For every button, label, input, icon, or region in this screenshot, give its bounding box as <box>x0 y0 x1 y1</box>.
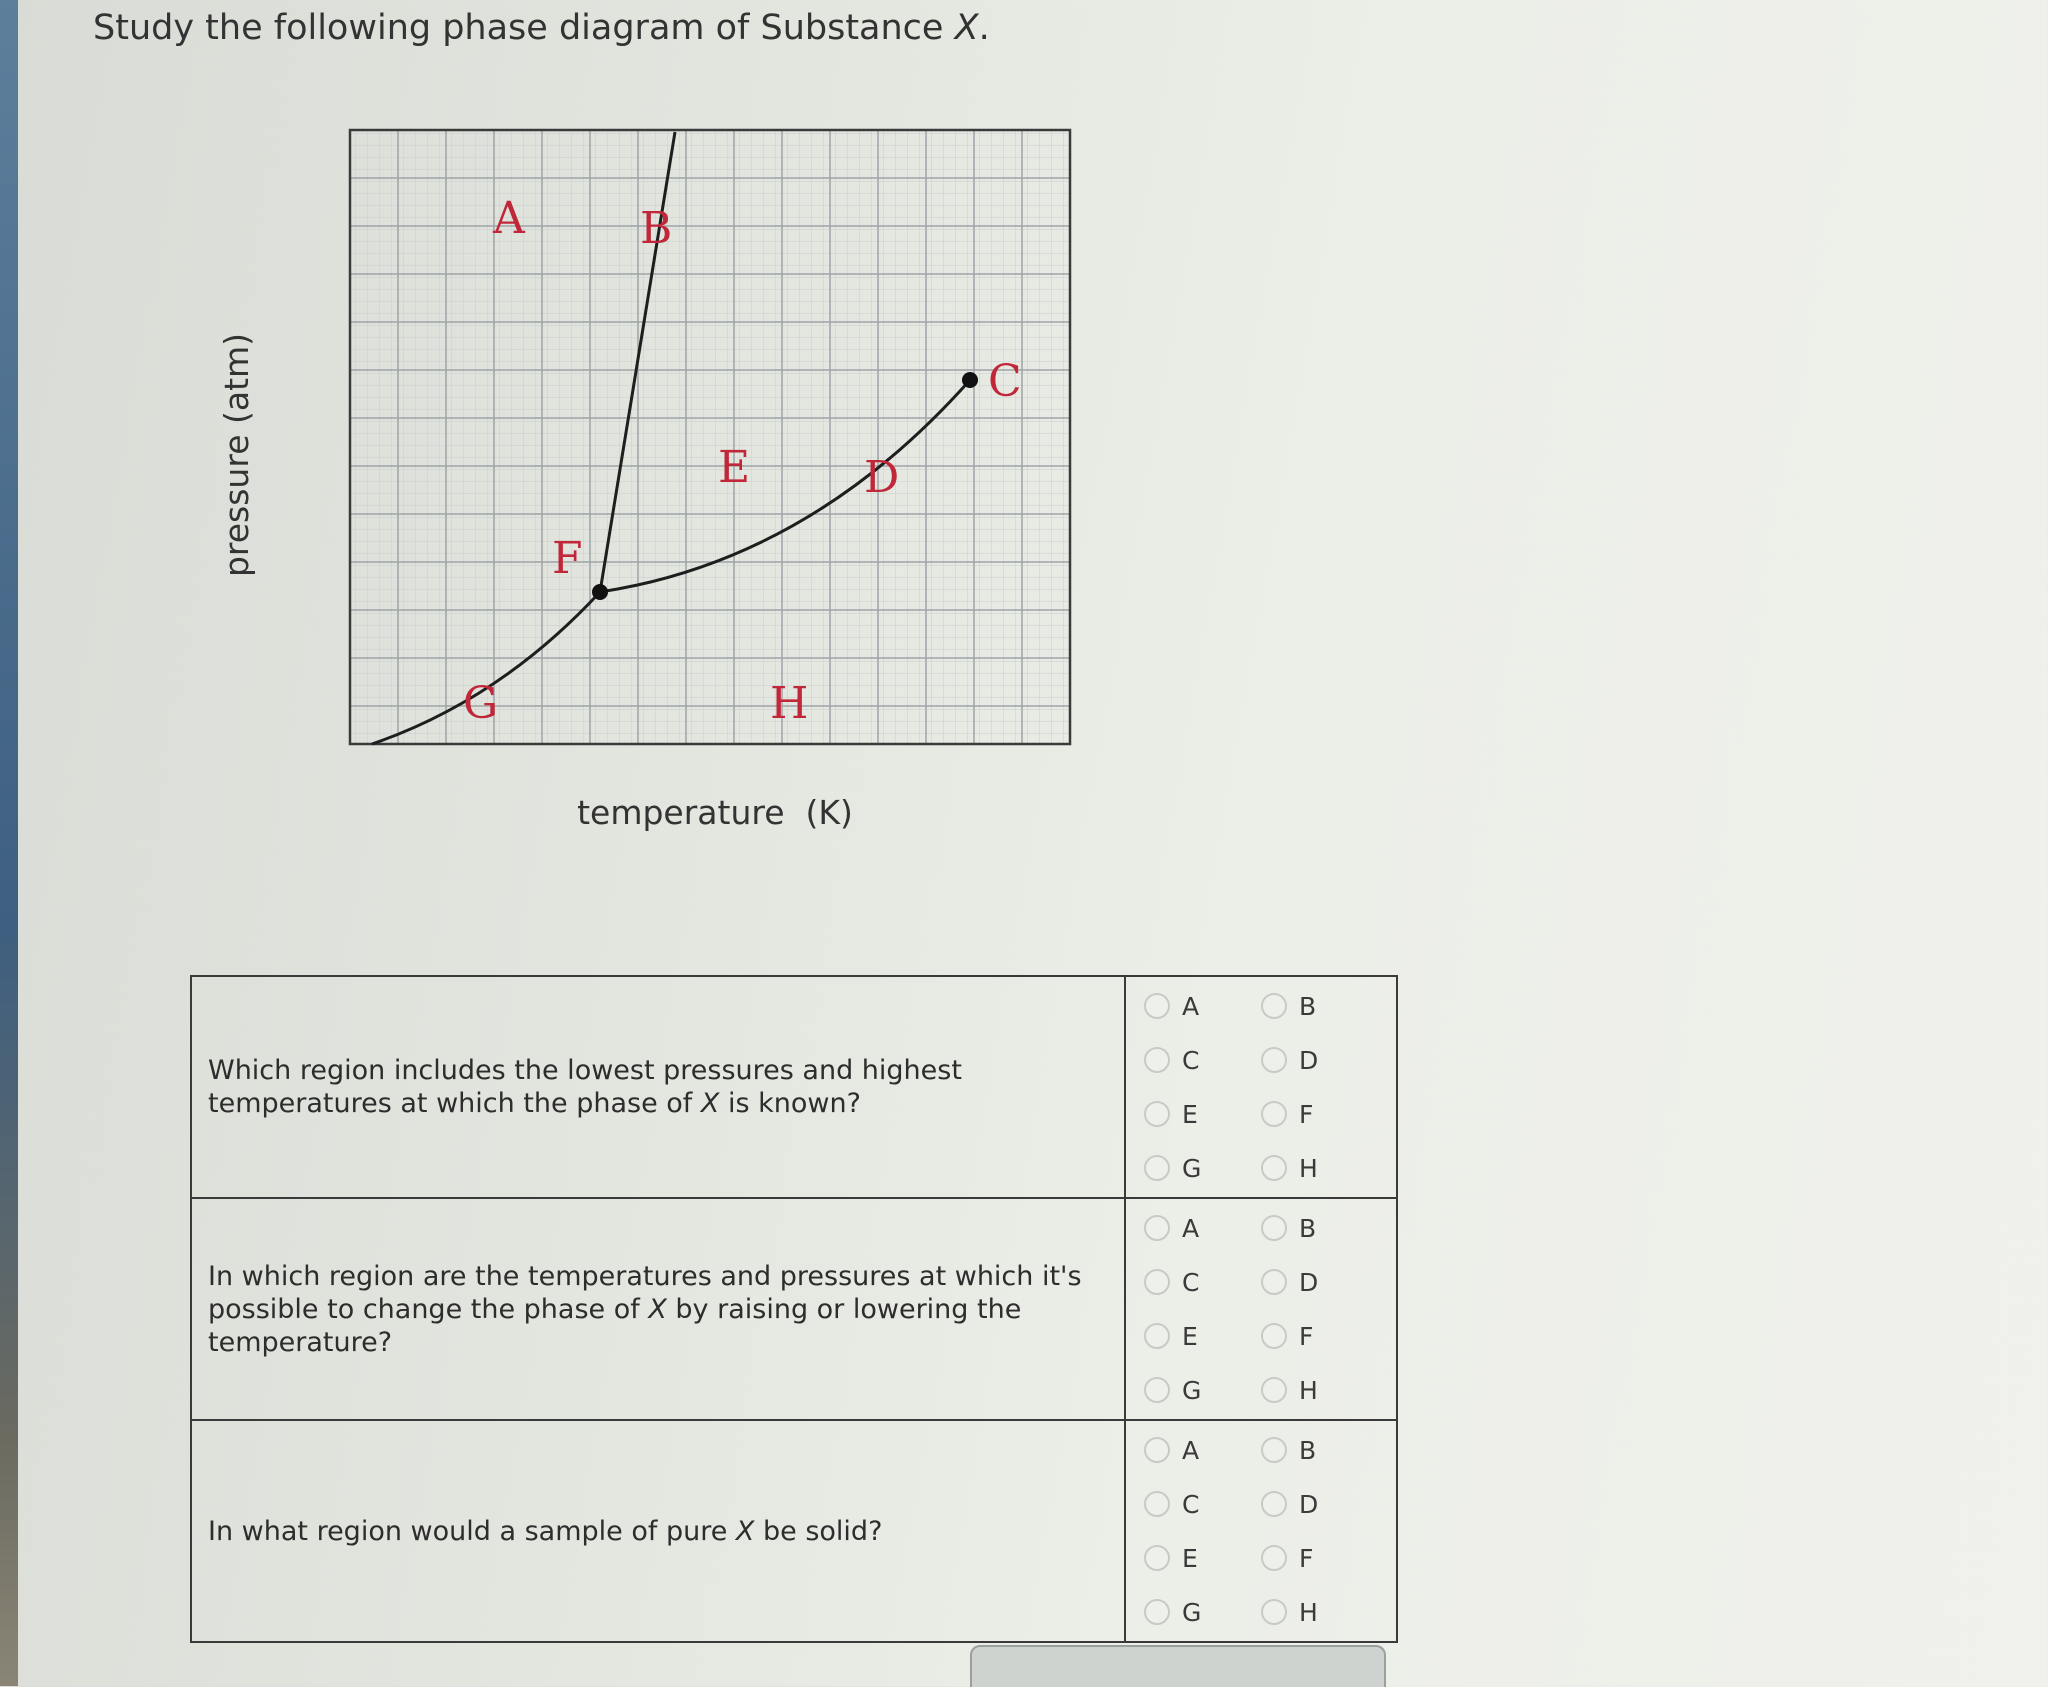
question-text-part: In which region are the temperatures and pressures at which it's possible to change the phase of <box>208 1260 1082 1325</box>
background-edge <box>0 0 18 1686</box>
radio-button[interactable] <box>1261 1437 1287 1463</box>
radio-option-d[interactable] <box>1261 1477 1378 1531</box>
radio-option-h[interactable] <box>1261 1585 1378 1639</box>
critical-point <box>962 372 978 388</box>
radio-option-d[interactable] <box>1261 1255 1378 1309</box>
radio-label: F <box>1299 1321 1314 1351</box>
radio-option-c[interactable] <box>1144 1255 1261 1309</box>
question-variable: X <box>700 1088 720 1119</box>
radio-button[interactable] <box>1261 1155 1287 1181</box>
question-text-part: Which region includes the lowest pressures and highest temperatures at which the phase of <box>208 1055 962 1119</box>
radio-label: E <box>1182 1543 1198 1573</box>
radio-label: E <box>1182 1099 1198 1129</box>
question-variable: X <box>735 1515 755 1547</box>
region-label-a: A <box>493 193 525 244</box>
answer-options <box>1125 1420 1397 1642</box>
radio-button[interactable] <box>1144 1155 1170 1181</box>
radio-option-a[interactable] <box>1144 1201 1261 1255</box>
radio-label: A <box>1182 1435 1200 1465</box>
answer-options <box>1125 976 1397 1198</box>
region-label-h: H <box>770 678 809 729</box>
radio-option-b[interactable] <box>1261 1201 1378 1255</box>
radio-group <box>1126 977 1396 1197</box>
radio-option-h[interactable] <box>1261 1363 1378 1417</box>
region-label-c: C <box>988 356 1022 407</box>
radio-label: A <box>1182 991 1200 1021</box>
radio-label: A <box>1182 1213 1200 1243</box>
region-label-f: F <box>552 533 583 584</box>
radio-group <box>1126 1199 1396 1419</box>
radio-label: D <box>1299 1489 1319 1519</box>
radio-option-f[interactable] <box>1261 1309 1378 1363</box>
radio-label: H <box>1299 1153 1318 1183</box>
region-label-d: D <box>864 452 900 503</box>
radio-label: D <box>1299 1267 1319 1297</box>
region-label-g: G <box>463 678 499 729</box>
radio-option-b[interactable] <box>1261 979 1378 1033</box>
radio-option-d[interactable] <box>1261 1033 1378 1087</box>
y-axis-label: pressure (atm) <box>217 332 256 578</box>
radio-button[interactable] <box>1144 1269 1170 1295</box>
radio-option-e[interactable] <box>1144 1087 1261 1141</box>
phase-diagram <box>200 110 1100 850</box>
radio-label: G <box>1182 1375 1202 1405</box>
question-text-part: In what region would a sample of pure <box>208 1515 736 1547</box>
radio-option-h[interactable] <box>1261 1141 1378 1195</box>
radio-label: B <box>1299 1435 1317 1465</box>
radio-option-b[interactable] <box>1261 1423 1378 1477</box>
question-text-part: be solid? <box>754 1515 883 1547</box>
x-axis-label: temperature (K) <box>577 793 853 832</box>
question-text <box>191 976 1125 1198</box>
triple-point <box>592 584 608 600</box>
question-text-part: by raising or lowering the temperature? <box>208 1293 1022 1358</box>
radio-option-g[interactable] <box>1144 1363 1261 1417</box>
radio-button[interactable] <box>1144 1377 1170 1403</box>
radio-label: H <box>1299 1375 1318 1405</box>
radio-button[interactable] <box>1144 1101 1170 1127</box>
radio-label: H <box>1299 1597 1318 1627</box>
question-table <box>190 975 1398 1643</box>
radio-button[interactable] <box>1144 1491 1170 1517</box>
radio-button[interactable] <box>1144 1599 1170 1625</box>
question-variable: X <box>648 1293 667 1325</box>
radio-group <box>1126 1421 1396 1641</box>
radio-option-f[interactable] <box>1261 1087 1378 1141</box>
grid <box>350 130 1070 744</box>
radio-label: F <box>1299 1543 1314 1573</box>
radio-label: C <box>1182 1489 1200 1519</box>
radio-button[interactable] <box>1144 1437 1170 1463</box>
radio-button[interactable] <box>1261 993 1287 1019</box>
radio-button[interactable] <box>1144 1323 1170 1349</box>
radio-label: C <box>1182 1267 1200 1297</box>
radio-label: E <box>1182 1321 1198 1351</box>
radio-option-g[interactable] <box>1144 1585 1261 1639</box>
question-prompt: Study the following phase diagram of Substance X. <box>93 8 990 48</box>
radio-button[interactable] <box>1261 1491 1287 1517</box>
question-text <box>191 1198 1125 1420</box>
answer-options <box>1125 1198 1397 1420</box>
radio-button[interactable] <box>1144 993 1170 1019</box>
radio-button[interactable] <box>1261 1215 1287 1241</box>
radio-label: C <box>1182 1045 1200 1075</box>
radio-button[interactable] <box>1261 1377 1287 1403</box>
question-row <box>191 1420 1397 1642</box>
radio-button[interactable] <box>1261 1269 1287 1295</box>
radio-label: G <box>1182 1597 1202 1627</box>
radio-label: F <box>1299 1099 1314 1129</box>
radio-label: D <box>1299 1045 1319 1075</box>
radio-option-c[interactable] <box>1144 1477 1261 1531</box>
radio-option-a[interactable] <box>1144 1423 1261 1477</box>
radio-button[interactable] <box>1144 1215 1170 1241</box>
radio-option-g[interactable] <box>1144 1141 1261 1195</box>
radio-option-e[interactable] <box>1144 1531 1261 1585</box>
question-text <box>191 1420 1125 1642</box>
radio-button[interactable] <box>1261 1047 1287 1073</box>
radio-button[interactable] <box>1261 1101 1287 1127</box>
radio-button[interactable] <box>1144 1545 1170 1571</box>
bottom-button[interactable] <box>970 1645 1386 1687</box>
radio-option-a[interactable] <box>1144 979 1261 1033</box>
radio-option-f[interactable] <box>1261 1531 1378 1585</box>
radio-label: B <box>1299 991 1317 1021</box>
radio-option-c[interactable] <box>1144 1033 1261 1087</box>
question-row <box>191 976 1397 1198</box>
radio-option-e[interactable] <box>1144 1309 1261 1363</box>
radio-label: B <box>1299 1213 1317 1243</box>
question-text-part: is known? <box>719 1088 861 1119</box>
radio-button[interactable] <box>1261 1599 1287 1625</box>
region-label-b: B <box>640 203 673 254</box>
radio-label: G <box>1182 1153 1202 1183</box>
radio-button[interactable] <box>1261 1323 1287 1349</box>
radio-button[interactable] <box>1261 1545 1287 1571</box>
region-label-e: E <box>718 442 751 493</box>
question-row <box>191 1198 1397 1420</box>
radio-button[interactable] <box>1144 1047 1170 1073</box>
